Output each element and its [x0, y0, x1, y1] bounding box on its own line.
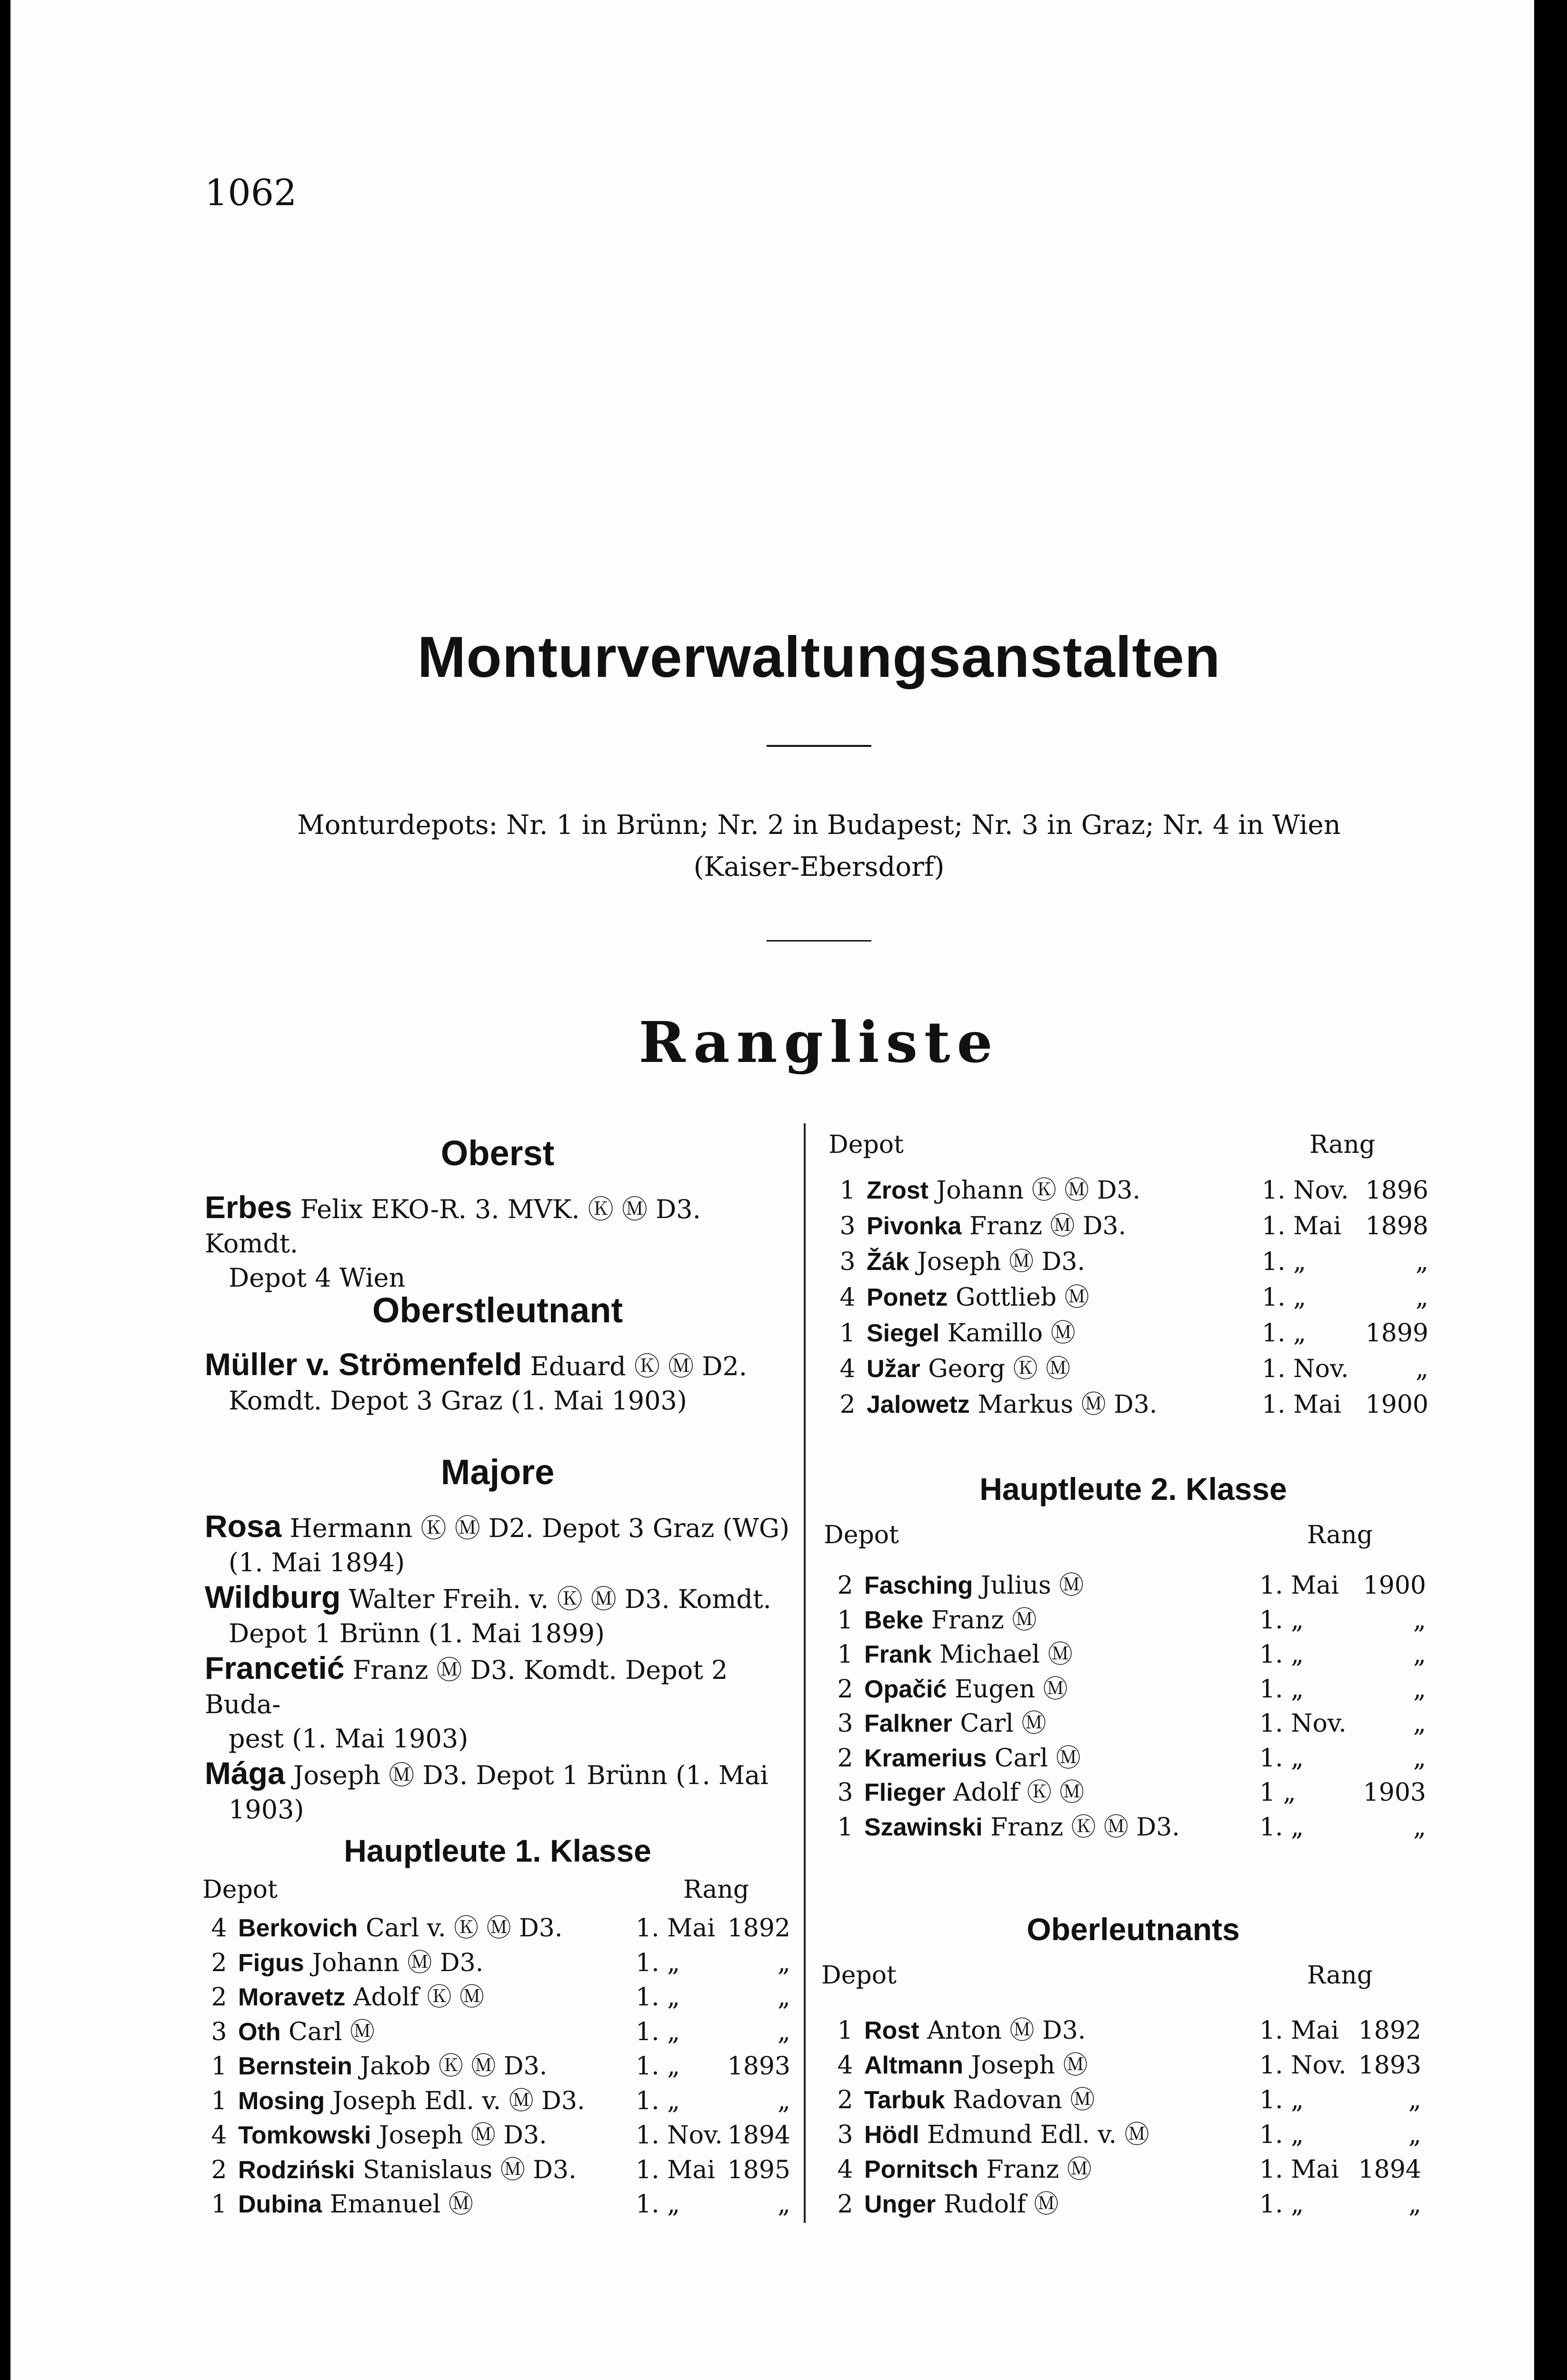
- rank-year: 1898: [1365, 1212, 1428, 1240]
- rank-year: „: [778, 1983, 790, 2012]
- rank-year: 1893: [727, 2052, 790, 2081]
- major-line-1: Hermann Ⓚ Ⓜ D2. Depot 3 Graz (WG): [289, 1513, 790, 1543]
- rank-year: „: [1413, 1813, 1426, 1842]
- officer-details: Kamillo Ⓜ: [939, 1319, 1076, 1348]
- rank-year: „: [1413, 1744, 1426, 1773]
- rank-year: 1899: [1365, 1319, 1428, 1348]
- officer-details: Joseph Ⓜ: [963, 2051, 1088, 2080]
- table-row: [833, 1245, 1438, 1279]
- officer-surname: Pivonka: [867, 1212, 962, 1240]
- major-name: Rosa: [205, 1508, 282, 1544]
- officer-name: [864, 2152, 1092, 2187]
- rank-year: „: [1416, 1283, 1428, 1312]
- oberleutnants-rang-header: Rang: [1307, 1961, 1373, 1990]
- oberstleutnant-text-2: Komdt. Depot 3 Graz (1. Mai 1903): [229, 1386, 687, 1416]
- officer-surname: Berkovich: [238, 1914, 358, 1942]
- depots-line-1: Monturdepots: Nr. 1 in Brünn; Nr. 2 in Budapest; Nr. 3 in Graz; Nr. 4 in Wien: [297, 810, 1341, 841]
- officer-details: Franz Ⓜ D3.: [961, 1212, 1127, 1240]
- major-line-2: (1. Mai 1894): [229, 1547, 405, 1577]
- officer-details: Adolf Ⓚ Ⓜ: [945, 1778, 1085, 1807]
- depots-note: [0, 804, 1567, 888]
- rank-year: „: [1413, 1606, 1426, 1635]
- rank-date: 1. „: [1262, 1283, 1307, 1312]
- officer-details: Franz Ⓜ: [923, 1606, 1037, 1635]
- rank-date: 1 „: [1259, 1778, 1296, 1807]
- officer-surname: Rodziński: [238, 2156, 355, 2184]
- officer-surname: Jalowetz: [867, 1391, 970, 1418]
- officer-surname: Opačić: [864, 1675, 947, 1703]
- officer-details: Joseph Ⓜ D3.: [909, 1248, 1085, 1276]
- table-row: [831, 1741, 1436, 1775]
- depot-number: 3: [839, 1248, 856, 1276]
- rank-year: 1903: [1363, 1778, 1426, 1807]
- officer-name: [238, 2187, 473, 2221]
- rank-year: 1900: [1365, 1390, 1428, 1419]
- page-number: 1062: [205, 171, 297, 214]
- table-row: [833, 1388, 1438, 1422]
- officer-details: Markus Ⓜ D3.: [969, 1390, 1158, 1419]
- rank-date: 1. „: [636, 2190, 680, 2219]
- rank-date: 1. Mai: [1262, 1390, 1342, 1419]
- officer-details: Gottlieb Ⓜ: [948, 1283, 1089, 1312]
- depot-number: 2: [837, 1675, 853, 1704]
- oberst-text-1: Felix EKO-R. 3. MVK. Ⓚ Ⓜ D3. Komdt.: [205, 1194, 701, 1259]
- officer-surname: Pornitsch: [864, 2156, 978, 2183]
- officer-name: [864, 2083, 1095, 2117]
- rank-date: 1. „: [1259, 2121, 1304, 2149]
- majore-list: [205, 1509, 800, 1827]
- officer-details: Eugen Ⓜ: [947, 1675, 1068, 1704]
- officer-name: [864, 1741, 1081, 1775]
- rank-year: „: [778, 2017, 790, 2046]
- rank-year: 1900: [1363, 1571, 1426, 1600]
- officer-surname: Moravetz: [238, 1983, 346, 2011]
- right-top-rang-header: Rang: [1309, 1130, 1376, 1159]
- rank-year: „: [1413, 1709, 1426, 1738]
- oberleutnants-depot-header: Depot: [821, 1961, 897, 1990]
- oberstleutnant-entry: [205, 1347, 800, 1418]
- officer-details: Franz Ⓜ: [978, 2155, 1092, 2184]
- officer-surname: Rost: [864, 2017, 919, 2044]
- table-row: [831, 1810, 1436, 1844]
- major-name: Mága: [205, 1755, 285, 1791]
- officer-details: Johann Ⓚ Ⓜ D3.: [928, 1176, 1141, 1205]
- depot-number: 1: [211, 2190, 227, 2219]
- depot-number: 1: [837, 2016, 853, 2045]
- depot-number: 1: [837, 1606, 853, 1635]
- rank-date: 1. „: [636, 2052, 680, 2081]
- table-row: [833, 1209, 1438, 1243]
- major-line-2: 1903): [229, 1795, 304, 1825]
- table-row: [833, 1173, 1438, 1208]
- table-row: [833, 1280, 1438, 1315]
- rank-year: „: [1408, 2121, 1421, 2149]
- officer-name: [867, 1209, 1126, 1243]
- hauptleute2-rang-header: Rang: [1307, 1521, 1373, 1549]
- officer-surname: Žák: [867, 1248, 909, 1276]
- officer-name: [867, 1352, 1070, 1386]
- officer-surname: Kramerius: [864, 1744, 987, 1772]
- rank-year: „: [778, 2086, 790, 2115]
- table-row: [831, 1568, 1436, 1603]
- officer-name: [238, 2049, 547, 2083]
- depot-number: 4: [837, 2155, 853, 2184]
- officer-surname: Bernstein: [238, 2053, 352, 2080]
- officer-surname: Mosing: [238, 2087, 325, 2115]
- table-row: [831, 1603, 1436, 1637]
- table-row: [831, 2013, 1436, 2048]
- depot-number: 2: [837, 2086, 853, 2114]
- officer-name: [864, 2013, 1086, 2048]
- depot-number: 3: [837, 1709, 853, 1738]
- officer-surname: Zrost: [867, 1177, 928, 1204]
- rank-date: 1. Mai: [1259, 2016, 1339, 2045]
- rank-year: 1894: [1358, 2155, 1421, 2184]
- table-row: [205, 1946, 809, 1980]
- officer-surname: Ponetz: [867, 1284, 948, 1311]
- depot-number: 4: [837, 2051, 853, 2080]
- depot-number: 3: [837, 2121, 853, 2149]
- depot-number: 4: [839, 1355, 856, 1383]
- table-row: [205, 2153, 809, 2187]
- oberstleutnant-text-1: Eduard Ⓚ Ⓜ D2.: [530, 1351, 748, 1381]
- table-row: [205, 1980, 809, 2014]
- depot-number: 2: [837, 2190, 853, 2219]
- rank-date: 1. Nov.: [1259, 1709, 1347, 1738]
- table-row: [831, 1672, 1436, 1706]
- table-row: [831, 2083, 1436, 2117]
- officer-name: [238, 2084, 585, 2118]
- major-name: Wildburg: [205, 1579, 341, 1615]
- hauptleute2-depot-header: Depot: [824, 1521, 899, 1549]
- major-entry: [205, 1580, 800, 1651]
- officer-name: [867, 1245, 1085, 1279]
- hauptleute2-heading: Hauptleute 2. Klasse: [979, 1471, 1287, 1507]
- rank-date: 1. Mai: [1259, 2155, 1339, 2184]
- rangliste-heading: Rangliste: [639, 1009, 999, 1075]
- officer-details: Georg Ⓚ Ⓜ: [920, 1355, 1071, 1383]
- rank-year: „: [1408, 2086, 1421, 2114]
- officer-surname: Frank: [864, 1641, 932, 1668]
- page-title: Monturverwaltungsanstalten: [417, 625, 1221, 689]
- officer-details: Joseph Ⓜ D3.: [371, 2121, 547, 2150]
- rank-date: 1. Mai: [1259, 1571, 1339, 1600]
- rank-year: „: [1413, 1640, 1426, 1669]
- depot-number: 2: [211, 2155, 227, 2184]
- rank-date: 1. Mai: [636, 1914, 716, 1943]
- officer-details: Joseph Edl. v. Ⓜ D3.: [324, 2086, 585, 2115]
- rank-year: 1896: [1365, 1176, 1428, 1205]
- officer-name: [864, 1637, 1073, 1672]
- depot-number: 2: [211, 1948, 227, 1977]
- depot-number: 4: [839, 1283, 856, 1312]
- officer-name: [864, 1672, 1068, 1706]
- depot-number: 1: [839, 1319, 856, 1348]
- officer-surname: Tomkowski: [238, 2122, 371, 2149]
- depot-number: 3: [837, 1778, 853, 1807]
- scan-edge: [1534, 0, 1567, 2380]
- rank-year: „: [778, 1948, 790, 1977]
- officer-details: Stanislaus Ⓜ D3.: [355, 2155, 577, 2184]
- table-row: [831, 2118, 1436, 2152]
- officer-surname: Oth: [238, 2018, 281, 2046]
- depot-number: 1: [211, 2086, 227, 2115]
- officer-details: Emanuel Ⓜ: [322, 2190, 473, 2219]
- rank-date: 1. „: [636, 1948, 680, 1977]
- oberst-heading: Oberst: [440, 1133, 555, 1173]
- depot-number: 2: [837, 1744, 853, 1773]
- officer-details: Carl Ⓜ: [280, 2017, 375, 2046]
- rank-date: 1. „: [636, 2086, 680, 2115]
- table-row: [831, 2187, 1436, 2221]
- depot-number: 1: [837, 1813, 853, 1842]
- rank-date: 1. „: [1259, 2190, 1304, 2219]
- oberstleutnant-name: Müller v. Strömenfeld: [205, 1347, 522, 1382]
- officer-details: Julius Ⓜ: [973, 1571, 1084, 1600]
- officer-surname: Beke: [864, 1606, 924, 1634]
- officer-surname: Hödl: [864, 2121, 919, 2149]
- officer-surname: Altmann: [864, 2052, 963, 2079]
- rank-year: 1893: [1358, 2051, 1421, 2080]
- officer-surname: Flieger: [864, 1779, 946, 1806]
- table-row: [833, 1352, 1438, 1386]
- officer-name: [864, 1810, 1180, 1844]
- table-row: [831, 2152, 1436, 2187]
- rank-date: 1. „: [1262, 1319, 1307, 1348]
- officer-details: Radovan Ⓜ: [945, 2086, 1095, 2114]
- rank-year: „: [1413, 1675, 1426, 1704]
- officer-surname: Siegel: [867, 1319, 940, 1347]
- major-line-1: Franz Ⓜ D3. Komdt. Depot 2 Buda-: [205, 1655, 728, 1719]
- major-line-2: Depot 1 Brünn (1. Mai 1899): [229, 1618, 605, 1648]
- rank-date: 1. Nov.: [1262, 1176, 1349, 1205]
- depot-number: 2: [839, 1390, 856, 1419]
- officer-surname: Dubina: [238, 2191, 322, 2218]
- oberst-entry: [205, 1190, 800, 1295]
- right-top-depot-header: Depot: [828, 1130, 904, 1159]
- officer-name: [864, 2048, 1088, 2082]
- depots-divider: [767, 940, 871, 942]
- officer-name: [238, 2015, 375, 2049]
- officer-name: [867, 1388, 1157, 1422]
- rank-year: „: [1408, 2190, 1421, 2219]
- officer-name: [238, 1980, 484, 2014]
- rank-date: 1. „: [1259, 1744, 1304, 1773]
- rank-date: 1. Nov.: [636, 2121, 723, 2150]
- table-row: [205, 2015, 809, 2049]
- officer-details: Adolf Ⓚ Ⓜ: [345, 1983, 485, 2012]
- table-row: [831, 1637, 1436, 1672]
- rank-year: 1892: [727, 1914, 790, 1943]
- rank-date: 1. „: [1259, 1640, 1304, 1669]
- rank-date: 1. „: [636, 2017, 680, 2046]
- table-row: [205, 1911, 809, 1945]
- depot-number: 3: [211, 2017, 227, 2046]
- rank-year: 1895: [727, 2155, 790, 2184]
- officer-details: Anton Ⓜ D3.: [919, 2016, 1086, 2045]
- table-row: [833, 1316, 1438, 1350]
- officer-name: [238, 1946, 483, 1980]
- hauptleute1-heading: Hauptleute 1. Klasse: [344, 1833, 651, 1868]
- table-row: [205, 2049, 809, 2083]
- officer-surname: Falkner: [864, 1710, 952, 1737]
- rank-date: 1. Nov.: [1262, 1355, 1349, 1383]
- officer-name: [864, 2187, 1058, 2221]
- officer-details: Jakob Ⓚ Ⓜ D3.: [352, 2052, 548, 2081]
- depot-number: 1: [837, 1640, 853, 1669]
- depot-number: 2: [211, 1983, 227, 2012]
- officer-name: [864, 1706, 1046, 1741]
- officer-name: [864, 2118, 1149, 2152]
- officer-details: Johann Ⓜ D3.: [304, 1948, 484, 1977]
- major-name: Francetić: [205, 1650, 345, 1686]
- rank-date: 1. Mai: [1262, 1212, 1342, 1240]
- major-line-1: Joseph Ⓜ D3. Depot 1 Brünn (1. Mai: [293, 1760, 769, 1790]
- officer-name: [864, 1568, 1084, 1603]
- rank-date: 1. „: [1259, 2086, 1304, 2114]
- depots-line-2: (Kaiser-Ebersdorf): [693, 852, 945, 883]
- hauptleute1-depot-header: Depot: [202, 1875, 278, 1904]
- officer-surname: Szawinski: [864, 1813, 983, 1841]
- depot-number: 4: [211, 2121, 227, 2150]
- rank-date: 1. Mai: [636, 2155, 716, 2184]
- oberst-text-2: Depot 4 Wien: [229, 1263, 406, 1293]
- depot-number: 4: [211, 1914, 227, 1943]
- officer-name: [864, 1775, 1084, 1810]
- table-row: [205, 2118, 809, 2152]
- major-entry: [205, 1756, 800, 1827]
- officer-name: [238, 1911, 562, 1945]
- officer-name: [864, 1603, 1037, 1637]
- officer-name: [238, 2153, 577, 2187]
- officer-name: [238, 2118, 547, 2152]
- depot-number: 1: [839, 1176, 856, 1205]
- rank-date: 1. „: [636, 1983, 680, 2012]
- depot-number: 2: [837, 1571, 853, 1600]
- majore-heading: Majore: [440, 1452, 555, 1492]
- officer-surname: Užar: [867, 1355, 920, 1383]
- officer-details: Carl Ⓜ: [987, 1744, 1081, 1773]
- table-row: [831, 2048, 1436, 2082]
- oberst-name: Erbes: [205, 1190, 292, 1225]
- officer-surname: Fasching: [864, 1572, 973, 1599]
- rank-date: 1. „: [1262, 1248, 1307, 1276]
- rank-year: „: [778, 2190, 790, 2219]
- major-line-2: pest (1. Mai 1903): [229, 1724, 469, 1754]
- major-entry: [205, 1651, 800, 1756]
- officer-details: Franz Ⓚ Ⓜ D3.: [982, 1813, 1180, 1842]
- rank-date: 1. „: [1259, 1606, 1304, 1635]
- officer-name: [867, 1173, 1140, 1208]
- table-row: [831, 1706, 1436, 1741]
- officer-details: Carl v. Ⓚ Ⓜ D3.: [358, 1914, 563, 1943]
- major-entry: [205, 1509, 800, 1580]
- oberleutnants-heading: Oberleutnants: [1027, 1912, 1240, 1947]
- rank-year: „: [1416, 1355, 1428, 1383]
- depot-number: 1: [211, 2052, 227, 2081]
- rank-year: „: [1416, 1248, 1428, 1276]
- officer-details: Michael Ⓜ: [931, 1640, 1073, 1669]
- officer-surname: Tarbuk: [864, 2086, 945, 2114]
- officer-details: Carl Ⓜ: [952, 1709, 1047, 1738]
- table-row: [205, 2084, 809, 2118]
- title-divider: [767, 745, 871, 747]
- officer-surname: Unger: [864, 2191, 936, 2218]
- depot-number: 3: [839, 1212, 856, 1240]
- officer-surname: Figus: [238, 1949, 304, 1977]
- rank-date: 1. „: [1259, 1675, 1304, 1704]
- rank-year: 1894: [727, 2121, 790, 2150]
- table-row: [205, 2187, 809, 2221]
- officer-details: Edmund Edl. v. Ⓜ: [919, 2121, 1149, 2149]
- rank-year: 1892: [1358, 2016, 1421, 2045]
- major-line-1: Walter Freih. v. Ⓚ Ⓜ D3. Komdt.: [349, 1584, 771, 1614]
- officer-name: [867, 1316, 1076, 1350]
- officer-name: [867, 1280, 1089, 1315]
- hauptleute1-rang-header: Rang: [683, 1875, 749, 1904]
- officer-details: Rudolf Ⓜ: [936, 2190, 1059, 2219]
- oberstleutnant-heading: Oberstleutnant: [372, 1290, 623, 1330]
- table-row: [831, 1775, 1436, 1810]
- rank-date: 1. „: [1259, 1813, 1304, 1842]
- rank-date: 1. Nov.: [1259, 2051, 1347, 2080]
